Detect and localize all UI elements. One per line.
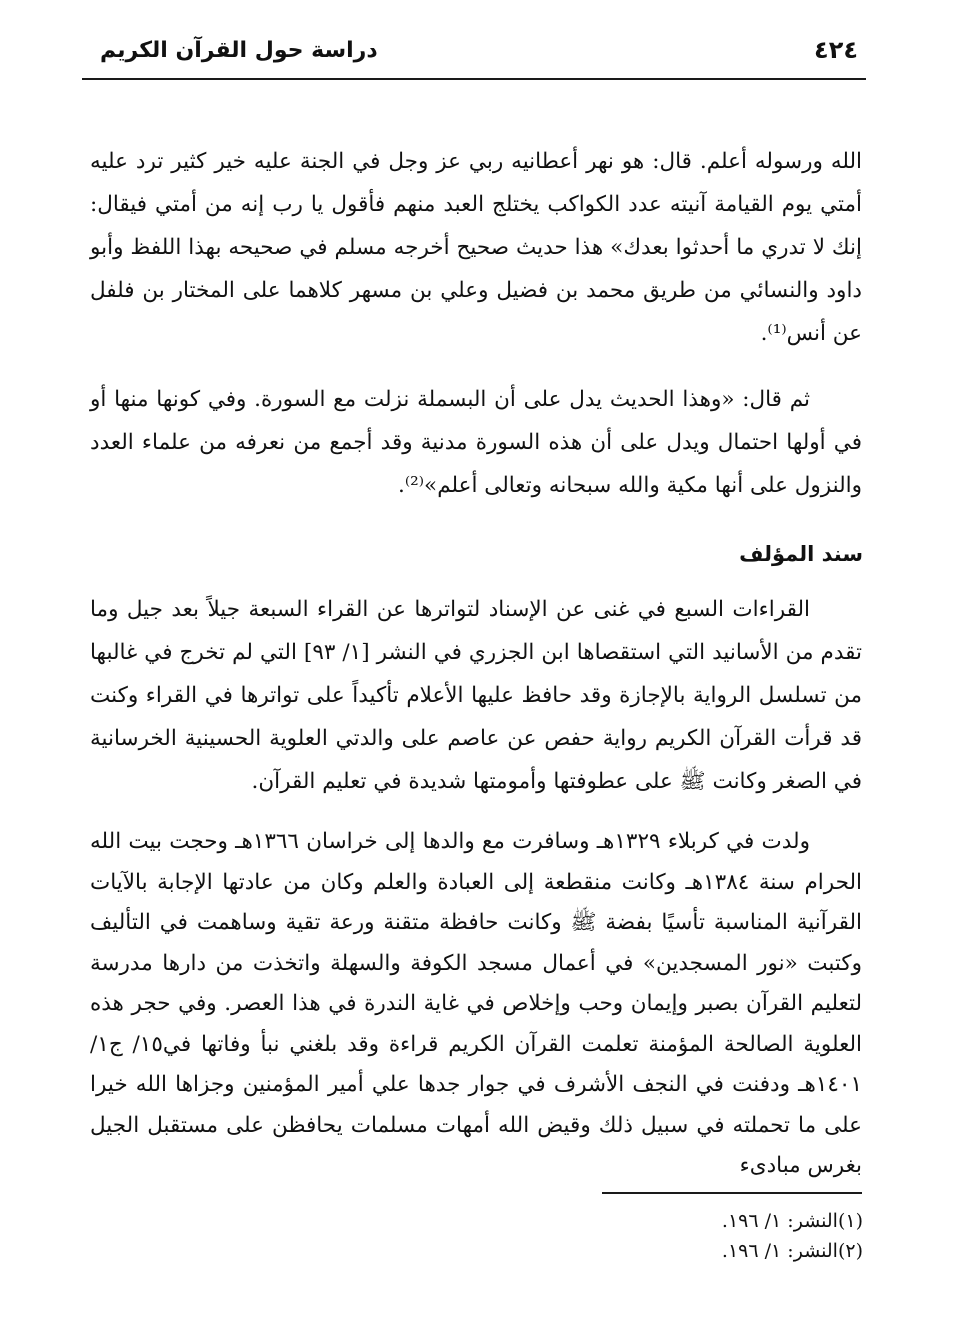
- footnotes: [463, 1206, 863, 1266]
- page-number: ٤٢٤: [814, 36, 858, 64]
- section-heading: سند المؤلف: [739, 542, 863, 566]
- paragraph-1: الله ورسوله أعلم. قال: هو نهر أعطانيه ربي عز وجل في الجنة عليه خير كثير ترد عليه أمتي يوم القيامة آنيته عدد الكواكب يختلج العبد منهم فأقول يا رب إنه من أمتي فيقال: إنك لا تدري ما أحدثوا بعدك» هذا حديث صحيح أخرجه مسلم في صحيحه بهذا اللفظ وأبو داود والنسائي من طريق محمد بن فضيل وعلي بن مسهر كلاهما على المختار بن فلفل عن أنس⁽¹⁾.: [90, 149, 862, 346]
- running-header: [82, 28, 866, 80]
- paragraph-4: ولدت في كربلاء ١٣٢٩هـ وسافرت مع والدها إلى خراسان ١٣٦٦هـ وحجت بيت الله الحرام سنة ١٣٨٤هـ وكانت منقطعة إلى العبادة والعلم وكان من عادتها الإجابة بالآيات القرآنية المناسبة تأسيًا بفضة ﷺ وكانت حافظة متقنة ورعة تقية وساهمت في التأليف وكتبت «نور المسجدين» في أعمال مسجد الكوفة والسهلة واتخذت من دارها مدرسة لتعليم القرآن بصبر وإيمان وحب وإخلاص في غاية الندرة في هذا العصر. وفي حجر هذه العلوية الصالحة المؤمنة تعلمت القرآن الكريم قراءة وقد بلغني نبأ وفاتها في١٥/ ج١/ ١٤٠١هـ ودفنت في النجف الأشرف في جوار جدها علي أمير المؤمنين وجزاها الله خيرا على ما تحملته في سبيل ذلك وقيض الله أمهات مسلمات يحافظن على مستقبل الجيل بغرس مبادىء: [90, 829, 863, 1178]
- header-title: دراسة حول القرآن الكريم: [100, 38, 378, 63]
- paragraph-3: القراءات السبع في غنى عن الإسناد لتواترها عن القراء السبعة جيلاً بعد جيل وما تقدم من الأسانيد التي استقصاها ابن الجزري في النشر [١/ ٩٣] التي لم تخرج في غالبها من تسلسل الرواية بالإجازة وقد حافظ عليها الأعلام تأكيداً على تواترها في القراء وكنت قد قرأت القرآن الكريم رواية حفص عن عاصم على والدتي العلوية الحسينية الخرسانية في الصغر وكانت ﷺ على عطوفتها وأمومتها شديدة في تعليم القرآن.: [90, 597, 862, 794]
- footnote-1: (١)النشر: ١/ ١٩٦.: [721, 1210, 863, 1232]
- paragraph-2: ثم قال: «وهذا الحديث يدل على أن البسملة نزلت مع السورة. وفي كونها منها أو في أولها احتمال ويدل على أن هذه السورة مدنية وقد أجمع من نعرفه من علماء العدد والنزول على أنها مكية والله سبحانه وتعالى أعلم»⁽²⁾.: [90, 387, 862, 498]
- footnote-2: (٢)النشر: ١/ ١٩٦.: [721, 1240, 863, 1262]
- footnote-divider: [602, 1192, 862, 1194]
